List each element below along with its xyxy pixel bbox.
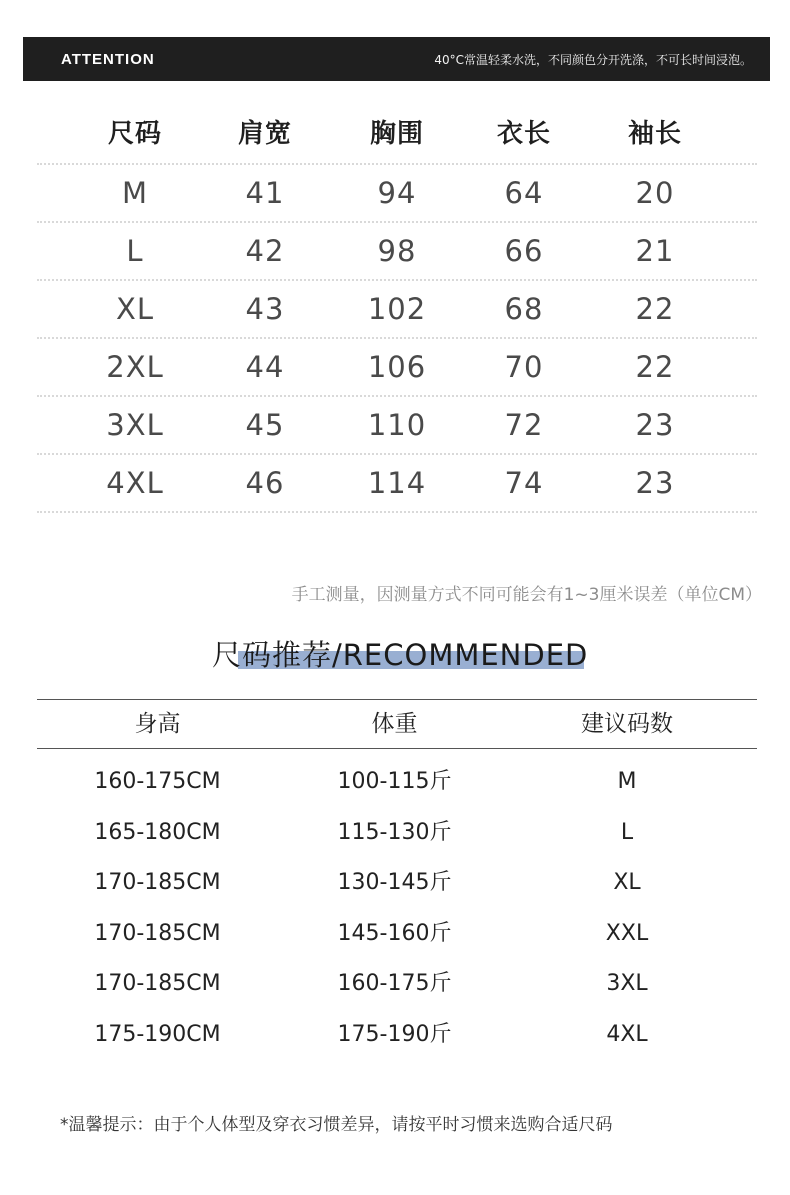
size-cell: 2XL xyxy=(106,350,164,384)
sleeve-cell: 23 xyxy=(635,466,675,500)
table-row xyxy=(37,165,757,223)
table-row xyxy=(37,339,757,397)
shoulder-cell: 41 xyxy=(245,176,285,210)
sleeve-cell: 22 xyxy=(635,350,675,384)
length-cell: 70 xyxy=(504,350,544,384)
table-row xyxy=(37,1010,757,1061)
length-cell: 72 xyxy=(504,408,544,442)
table-row xyxy=(37,858,757,909)
header-height: 身高 xyxy=(134,711,181,737)
header-size: 尺码 xyxy=(107,119,162,149)
size-cell: L xyxy=(126,234,144,268)
chest-cell: 106 xyxy=(367,350,427,384)
chest-cell: 94 xyxy=(377,176,417,210)
height-cell: 165-180CM xyxy=(94,819,221,845)
chest-cell: 110 xyxy=(367,408,427,442)
shoulder-cell: 44 xyxy=(245,350,285,384)
recommendation-header-row xyxy=(37,699,757,749)
suggested-size-cell: 3XL xyxy=(606,971,648,996)
sleeve-cell: 20 xyxy=(635,176,675,210)
height-cell: 170-185CM xyxy=(94,920,221,946)
table-row xyxy=(37,757,757,808)
weight-cell: 145-160斤 xyxy=(337,920,452,946)
care-instruction: 40°C常温轻柔水洗，不同颜色分开洗涤，不可长时间浸泡。 xyxy=(434,53,752,67)
table-row xyxy=(37,397,757,455)
recommended-title-text: 尺码推荐/RECOMMENDED xyxy=(212,638,589,672)
recommended-title xyxy=(212,633,588,674)
table-row xyxy=(37,281,757,339)
header-length: 衣长 xyxy=(496,119,551,149)
suggested-size-cell: 4XL xyxy=(606,1021,648,1047)
size-chart-table xyxy=(37,101,757,513)
table-row xyxy=(37,959,757,1010)
height-cell: 170-185CM xyxy=(94,870,221,895)
size-cell: M xyxy=(121,176,149,210)
height-cell: 160-175CM xyxy=(94,769,221,794)
header-shoulder: 肩宽 xyxy=(237,119,292,149)
table-row xyxy=(37,808,757,859)
table-row xyxy=(37,223,757,281)
table-row xyxy=(37,909,757,960)
suggested-size-cell: XXL xyxy=(605,920,649,946)
sleeve-cell: 21 xyxy=(635,234,675,268)
length-cell: 74 xyxy=(504,466,544,500)
suggested-size-cell: XL xyxy=(613,870,641,895)
header-chest: 胸围 xyxy=(369,119,424,149)
height-cell: 170-185CM xyxy=(94,971,221,996)
weight-cell: 115-130斤 xyxy=(337,819,452,845)
measurement-note: 手工测量，因测量方式不同可能会有1~3厘米误差（单位CM） xyxy=(291,585,762,605)
chest-cell: 114 xyxy=(367,466,427,500)
recommendation-body xyxy=(37,749,757,1060)
shoulder-cell: 46 xyxy=(245,466,285,500)
shoulder-cell: 45 xyxy=(245,408,285,442)
size-cell: 3XL xyxy=(106,408,164,442)
sleeve-cell: 22 xyxy=(635,292,675,326)
chest-cell: 102 xyxy=(367,292,427,326)
length-cell: 68 xyxy=(504,292,544,326)
header-sleeve: 袖长 xyxy=(627,119,682,149)
shoulder-cell: 43 xyxy=(245,292,285,326)
size-cell: XL xyxy=(115,292,155,326)
weight-cell: 130-145斤 xyxy=(337,870,452,895)
weight-cell: 175-190斤 xyxy=(337,1021,452,1047)
shoulder-cell: 42 xyxy=(245,234,285,268)
size-cell: 4XL xyxy=(106,466,164,500)
size-chart-header-row xyxy=(37,101,757,165)
recommendation-table xyxy=(37,699,757,1060)
suggested-size-cell: M xyxy=(617,769,637,794)
height-cell: 175-190CM xyxy=(94,1021,221,1047)
table-row xyxy=(37,455,757,513)
weight-cell: 100-115斤 xyxy=(337,769,452,794)
suggested-size-cell: L xyxy=(620,819,634,845)
header-weight: 体重 xyxy=(371,711,418,737)
length-cell: 64 xyxy=(504,176,544,210)
attention-banner xyxy=(23,37,770,81)
header-suggested-size: 建议码数 xyxy=(581,711,673,737)
chest-cell: 98 xyxy=(377,234,417,268)
sleeve-cell: 23 xyxy=(635,408,675,442)
weight-cell: 160-175斤 xyxy=(337,971,452,996)
sizing-tip: *温馨提示：由于个人体型及穿衣习惯差异，请按平时习惯来选购合适尺码 xyxy=(60,1115,613,1135)
attention-title: ATTENTION xyxy=(61,51,155,68)
length-cell: 66 xyxy=(504,234,544,268)
